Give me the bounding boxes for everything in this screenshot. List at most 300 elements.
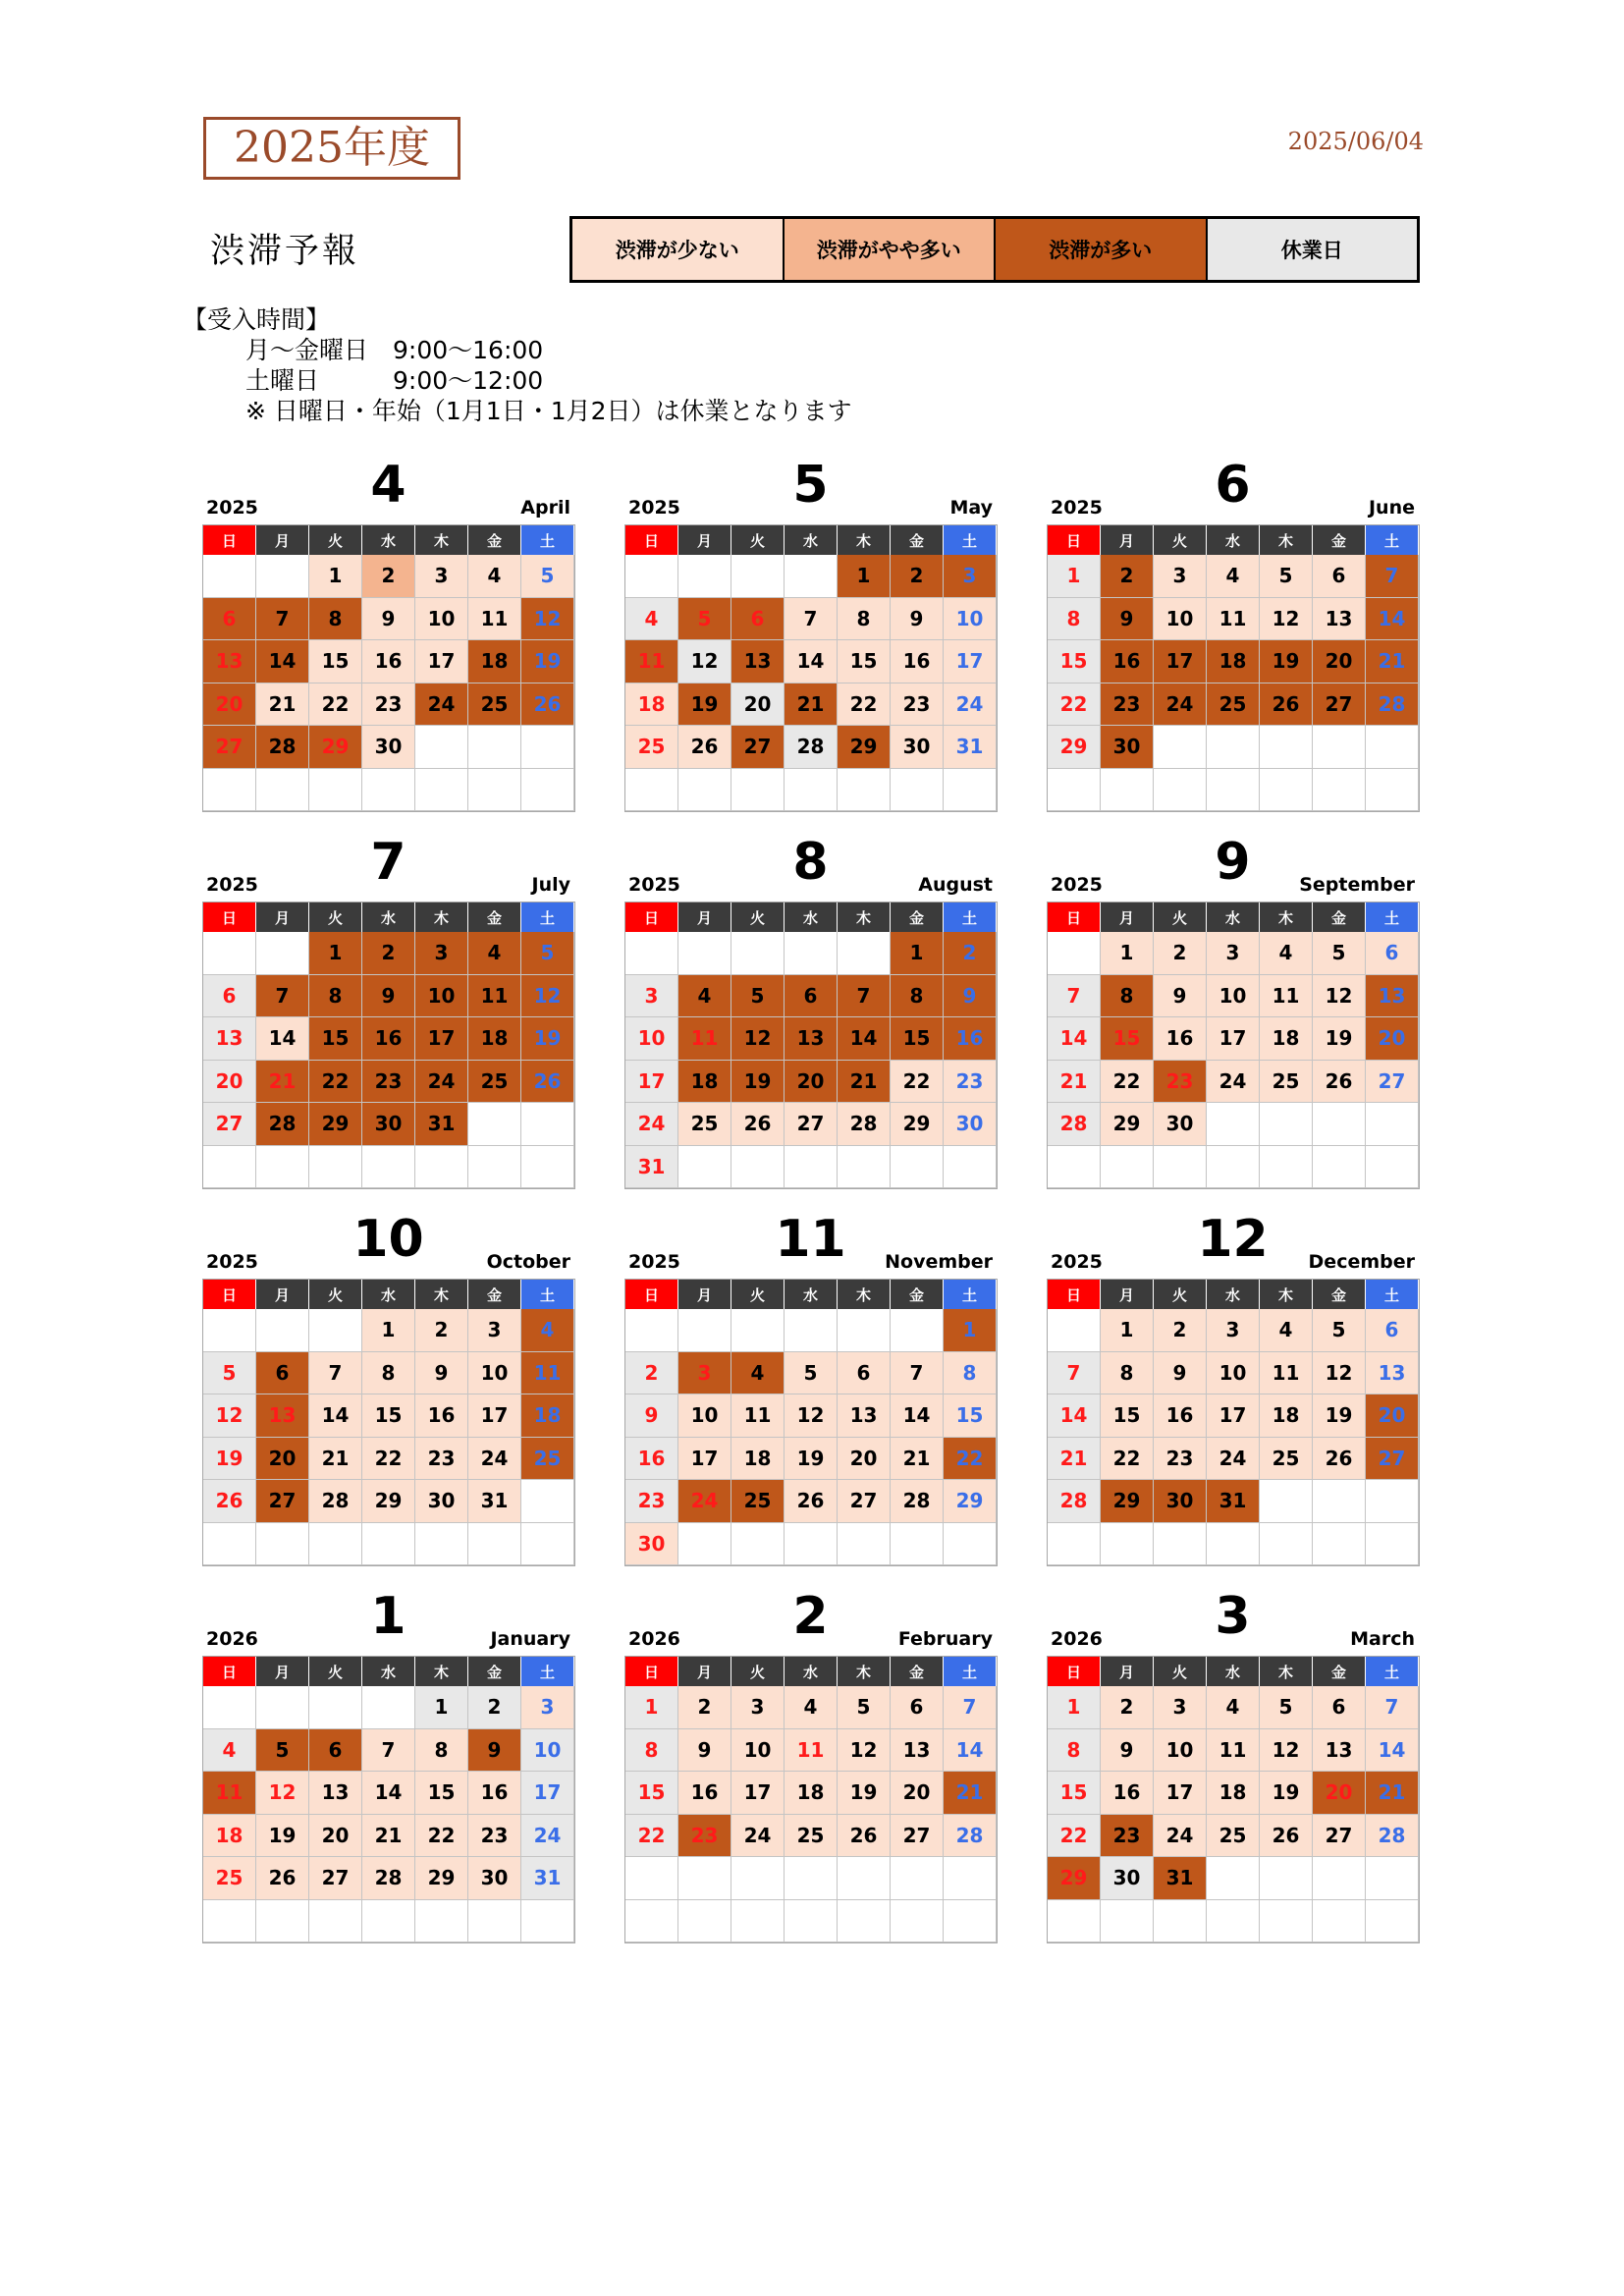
weekday-header: 月 [678,1280,731,1309]
weekday-header: 火 [1154,902,1207,932]
day-cell: 27 [838,1480,891,1523]
weekday-header: 日 [203,902,256,932]
month-calendar [624,1210,997,1566]
day-cell: 17 [731,1772,785,1815]
day-cell: 10 [678,1394,731,1438]
day-cell: 6 [1366,932,1419,975]
empty-day-cell [256,932,309,975]
month-number: 7 [370,833,406,892]
day-cell: 8 [1101,1352,1154,1395]
weekday-header: 木 [415,902,468,932]
day-cell: 5 [203,1352,256,1395]
empty-day-cell [625,769,678,812]
day-cell: 24 [1154,683,1207,727]
month-number: 4 [370,456,406,515]
day-cell: 3 [1207,932,1260,975]
day-cell: 15 [1101,1394,1154,1438]
weekday-header: 火 [309,902,362,932]
day-cell: 5 [678,598,731,641]
day-cell: 31 [625,1146,678,1189]
weekday-header: 木 [415,525,468,555]
weekday-header: 金 [468,525,521,555]
empty-day-cell [1313,1480,1366,1523]
month-header [624,833,997,902]
day-cell: 18 [731,1438,785,1481]
day-cell: 11 [785,1729,838,1773]
empty-day-cell [1313,1857,1366,1900]
weekday-header: 日 [203,525,256,555]
day-cell: 14 [944,1729,997,1773]
empty-day-cell [1154,769,1207,812]
month-number: 1 [370,1587,406,1646]
day-cell: 31 [521,1857,574,1900]
day-cell: 31 [1207,1480,1260,1523]
empty-day-cell [468,769,521,812]
hours-note: ※ 日曜日・年始（1月1日・1月2日）は休業となります [245,397,852,425]
day-cell: 17 [415,640,468,683]
empty-day-cell [415,1523,468,1566]
day-cell: 14 [891,1394,944,1438]
day-cell: 3 [1207,1309,1260,1352]
empty-day-cell [731,769,785,812]
day-cell: 4 [1207,1686,1260,1729]
day-cell: 14 [1048,1017,1101,1061]
empty-day-cell [362,1900,415,1943]
day-cell: 12 [1260,598,1313,641]
weekday-header: 水 [362,1280,415,1309]
day-cell: 22 [1101,1438,1154,1481]
weekday-header: 火 [731,1280,785,1309]
day-cell: 4 [468,555,521,598]
empty-day-cell [891,1146,944,1189]
day-cell: 10 [1154,1729,1207,1773]
empty-day-cell [256,1900,309,1943]
weekday-header: 土 [1366,902,1419,932]
day-cell: 8 [415,1729,468,1773]
day-cell: 23 [415,1438,468,1481]
day-cell: 2 [362,555,415,598]
day-cell: 7 [1366,1686,1419,1729]
day-cell: 4 [1207,555,1260,598]
day-cell: 6 [785,975,838,1018]
day-cell: 20 [1366,1394,1419,1438]
empty-day-cell [891,769,944,812]
month-calendar [202,1210,574,1566]
empty-day-cell [1207,726,1260,769]
empty-day-cell [785,769,838,812]
day-cell: 29 [1101,1103,1154,1146]
weekday-header: 土 [1366,525,1419,555]
month-calendar [1047,833,1419,1189]
month-year: 2025 [1051,497,1103,519]
month-header [1047,1210,1419,1279]
day-cell: 19 [521,1017,574,1061]
weekday-header: 火 [731,525,785,555]
day-cell: 27 [256,1480,309,1523]
day-cell: 28 [1366,1815,1419,1858]
day-cell: 16 [625,1438,678,1481]
day-cell: 13 [309,1772,362,1815]
empty-day-cell [785,1857,838,1900]
day-cell: 1 [415,1686,468,1729]
day-cell: 14 [256,1017,309,1061]
day-cell: 12 [1313,975,1366,1018]
day-cell: 18 [1207,1772,1260,1815]
day-cell: 8 [891,975,944,1018]
weekday-header: 土 [944,902,997,932]
day-cell: 3 [415,932,468,975]
day-cell: 11 [1260,975,1313,1018]
empty-day-cell [521,1523,574,1566]
day-cell: 28 [1366,683,1419,727]
day-cell: 20 [203,683,256,727]
empty-day-cell [1154,1146,1207,1189]
empty-day-cell [1313,769,1366,812]
day-cell: 22 [944,1438,997,1481]
empty-day-cell [1313,1900,1366,1943]
day-cell: 3 [731,1686,785,1729]
day-cell: 3 [1154,555,1207,598]
day-cell: 23 [1101,683,1154,727]
day-cell: 1 [309,932,362,975]
empty-day-cell [1207,1900,1260,1943]
day-cell: 29 [309,726,362,769]
day-cell: 29 [1101,1480,1154,1523]
empty-day-cell [1048,1523,1101,1566]
day-cell: 6 [1313,1686,1366,1729]
day-cell: 16 [891,640,944,683]
day-cell: 18 [625,683,678,727]
day-cell: 12 [203,1394,256,1438]
day-cell: 22 [838,683,891,727]
empty-day-cell [203,1146,256,1189]
day-cell: 7 [256,598,309,641]
day-cell: 17 [625,1061,678,1104]
empty-day-cell [1101,769,1154,812]
day-cell: 11 [203,1772,256,1815]
empty-day-cell [785,1309,838,1352]
day-cell: 8 [1048,598,1101,641]
empty-day-cell [362,1146,415,1189]
day-cell: 16 [415,1394,468,1438]
day-cell: 13 [838,1394,891,1438]
day-cell: 14 [1366,1729,1419,1773]
month-grid [624,524,998,812]
day-cell: 14 [838,1017,891,1061]
empty-day-cell [521,726,574,769]
day-cell: 2 [415,1309,468,1352]
weekday-header: 木 [1260,1657,1313,1686]
weekday-header: 日 [625,902,678,932]
day-cell: 21 [1048,1438,1101,1481]
empty-day-cell [1260,1523,1313,1566]
day-cell: 5 [1260,1686,1313,1729]
month-year: 2025 [628,1251,680,1273]
empty-day-cell [1048,1900,1101,1943]
empty-day-cell [838,932,891,975]
day-cell: 3 [521,1686,574,1729]
weekday-header: 月 [256,1657,309,1686]
empty-day-cell [678,932,731,975]
day-cell: 5 [1260,555,1313,598]
weekday-header: 日 [203,1657,256,1686]
day-cell: 9 [1154,975,1207,1018]
day-cell: 10 [944,598,997,641]
empty-day-cell [1048,932,1101,975]
day-cell: 6 [1366,1309,1419,1352]
day-cell: 13 [1313,1729,1366,1773]
weekday-header: 水 [1207,1657,1260,1686]
month-year: 2026 [628,1628,680,1650]
day-cell: 25 [468,683,521,727]
empty-day-cell [785,555,838,598]
day-cell: 15 [1048,640,1101,683]
day-cell: 20 [203,1061,256,1104]
month-year: 2026 [206,1628,258,1650]
day-cell: 27 [891,1815,944,1858]
empty-day-cell [625,555,678,598]
month-number: 8 [792,833,829,892]
month-grid [1047,902,1420,1189]
hours-weekday: 月～金曜日 9:00～16:00 [245,336,544,364]
day-cell: 1 [1048,1686,1101,1729]
day-cell: 1 [625,1686,678,1729]
empty-day-cell [1048,769,1101,812]
day-cell: 9 [678,1729,731,1773]
day-cell: 3 [415,555,468,598]
weekday-header: 土 [521,1280,574,1309]
day-cell: 22 [891,1061,944,1104]
day-cell: 5 [731,975,785,1018]
forecast-title: 渋滞予報 [210,232,360,271]
hours-saturday: 土曜日 9:00～12:00 [245,366,544,395]
month-header [624,1587,997,1656]
month-year: 2025 [1051,1251,1103,1273]
day-cell: 27 [203,1103,256,1146]
day-cell: 9 [1154,1352,1207,1395]
day-cell: 23 [362,683,415,727]
empty-day-cell [309,1146,362,1189]
day-cell: 24 [1207,1061,1260,1104]
day-cell: 9 [891,598,944,641]
empty-day-cell [625,1309,678,1352]
empty-day-cell [309,769,362,812]
empty-day-cell [731,1309,785,1352]
day-cell: 7 [891,1352,944,1395]
day-cell: 11 [468,975,521,1018]
day-cell: 26 [1260,1815,1313,1858]
day-cell: 6 [838,1352,891,1395]
day-cell: 10 [415,598,468,641]
weekday-header: 火 [309,1657,362,1686]
empty-day-cell [256,1146,309,1189]
month-number: 11 [775,1210,846,1269]
weekday-header: 日 [1048,1657,1101,1686]
month-grid [1047,1279,1420,1566]
empty-day-cell [678,1523,731,1566]
day-cell: 26 [1313,1061,1366,1104]
day-cell: 24 [625,1103,678,1146]
day-cell: 11 [625,640,678,683]
empty-day-cell [468,1900,521,1943]
hours-title: 【受入時間】 [183,305,331,334]
day-cell: 4 [1260,932,1313,975]
legend-low: 渋滞が少ない [572,219,783,280]
empty-day-cell [1260,1480,1313,1523]
day-cell: 19 [1313,1394,1366,1438]
day-cell: 2 [468,1686,521,1729]
empty-day-cell [838,1900,891,1943]
day-cell: 23 [362,1061,415,1104]
day-cell: 18 [203,1815,256,1858]
weekday-header: 日 [625,525,678,555]
day-cell: 28 [785,726,838,769]
month-year: 2025 [1051,874,1103,896]
month-header [202,1210,574,1279]
day-cell: 30 [625,1523,678,1566]
day-cell: 25 [521,1438,574,1481]
day-cell: 9 [362,598,415,641]
weekday-header: 木 [1260,1280,1313,1309]
day-cell: 13 [1366,1352,1419,1395]
empty-day-cell [1207,1523,1260,1566]
weekday-header: 月 [678,902,731,932]
day-cell: 8 [625,1729,678,1773]
weekday-header: 水 [785,902,838,932]
month-header [202,456,574,524]
day-cell: 23 [1154,1438,1207,1481]
day-cell: 21 [362,1815,415,1858]
day-cell: 24 [415,683,468,727]
empty-day-cell [415,1900,468,1943]
day-cell: 3 [468,1309,521,1352]
issue-date: 2025/06/04 [1287,128,1424,155]
day-cell: 28 [1048,1480,1101,1523]
day-cell: 12 [521,598,574,641]
day-cell: 13 [1313,598,1366,641]
day-cell: 23 [468,1815,521,1858]
day-cell: 25 [785,1815,838,1858]
weekday-header: 金 [891,902,944,932]
day-cell: 2 [891,555,944,598]
month-english-name: March [1350,1628,1415,1650]
day-cell: 22 [1101,1061,1154,1104]
day-cell: 24 [521,1815,574,1858]
day-cell: 22 [309,1061,362,1104]
empty-day-cell [1313,1103,1366,1146]
day-cell: 17 [1154,1772,1207,1815]
weekday-header: 木 [415,1657,468,1686]
empty-day-cell [1101,1523,1154,1566]
day-cell: 15 [838,640,891,683]
month-english-name: July [531,874,570,896]
day-cell: 27 [309,1857,362,1900]
day-cell: 11 [1260,1352,1313,1395]
weekday-header: 月 [678,525,731,555]
day-cell: 10 [625,1017,678,1061]
month-grid [202,902,575,1189]
day-cell: 10 [415,975,468,1018]
day-cell: 23 [1101,1815,1154,1858]
empty-day-cell [203,555,256,598]
day-cell: 27 [1366,1061,1419,1104]
day-cell: 10 [521,1729,574,1773]
day-cell: 1 [1101,1309,1154,1352]
day-cell: 11 [521,1352,574,1395]
day-cell: 25 [203,1857,256,1900]
weekday-header: 土 [944,525,997,555]
day-cell: 16 [944,1017,997,1061]
day-cell: 29 [309,1103,362,1146]
day-cell: 30 [362,1103,415,1146]
day-cell: 18 [468,640,521,683]
month-year: 2025 [628,874,680,896]
empty-day-cell [944,1523,997,1566]
day-cell: 11 [468,598,521,641]
empty-day-cell [521,1480,574,1523]
day-cell: 21 [309,1438,362,1481]
empty-day-cell [1260,769,1313,812]
weekday-header: 金 [891,1657,944,1686]
day-cell: 28 [838,1103,891,1146]
empty-day-cell [785,1523,838,1566]
day-cell: 12 [256,1772,309,1815]
weekday-header: 水 [1207,525,1260,555]
day-cell: 20 [785,1061,838,1104]
day-cell: 2 [1101,555,1154,598]
day-cell: 28 [256,726,309,769]
day-cell: 7 [362,1729,415,1773]
month-header [202,1587,574,1656]
weekday-header: 木 [838,1657,891,1686]
day-cell: 11 [731,1394,785,1438]
day-cell: 1 [1048,555,1101,598]
day-cell: 15 [944,1394,997,1438]
day-cell: 15 [625,1772,678,1815]
day-cell: 9 [468,1729,521,1773]
day-cell: 13 [256,1394,309,1438]
month-year: 2025 [206,1251,258,1273]
day-cell: 26 [521,683,574,727]
empty-day-cell [1313,1523,1366,1566]
empty-day-cell [362,1523,415,1566]
day-cell: 14 [1366,598,1419,641]
day-cell: 22 [1048,683,1101,727]
day-cell: 25 [1207,683,1260,727]
empty-day-cell [256,769,309,812]
fiscal-year-title: 2025年度 [203,117,460,180]
empty-day-cell [678,1900,731,1943]
month-calendar [202,1587,574,1943]
day-cell: 10 [1207,975,1260,1018]
day-cell: 4 [521,1309,574,1352]
weekday-header: 日 [1048,1280,1101,1309]
day-cell: 7 [1048,975,1101,1018]
day-cell: 26 [203,1480,256,1523]
month-year: 2025 [206,874,258,896]
month-english-name: June [1368,497,1415,519]
empty-day-cell [625,932,678,975]
day-cell: 20 [256,1438,309,1481]
empty-day-cell [1154,1900,1207,1943]
empty-day-cell [1366,769,1419,812]
day-cell: 28 [891,1480,944,1523]
month-year: 2025 [628,497,680,519]
day-cell: 19 [1260,1772,1313,1815]
empty-day-cell [1313,1146,1366,1189]
day-cell: 24 [415,1061,468,1104]
weekday-header: 月 [1101,525,1154,555]
